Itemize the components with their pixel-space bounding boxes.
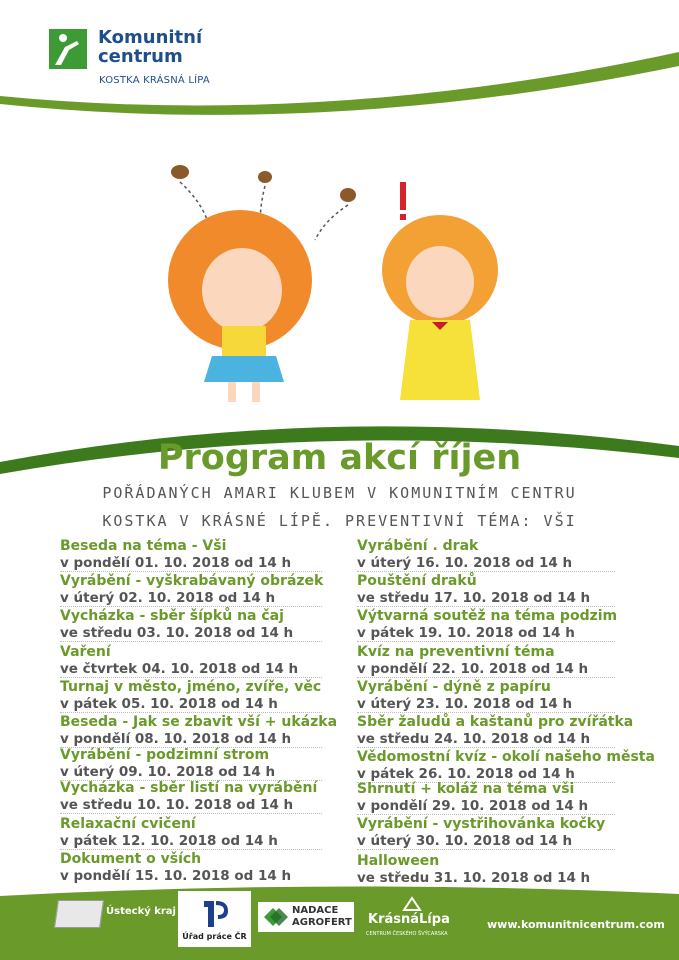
louse-icon xyxy=(171,165,356,202)
event-date: v úterý 02. 10. 2018 od 14 h xyxy=(60,590,276,606)
event-date: ve středu 17. 10. 2018 od 14 h xyxy=(357,590,591,606)
logo-text-line2: centrum xyxy=(98,46,183,67)
event-item xyxy=(60,746,322,781)
event-item xyxy=(60,572,322,607)
event-name: Výtvarná soutěž na téma podzim xyxy=(357,608,618,624)
sponsor2-label: Úřad práce ČR xyxy=(182,932,247,941)
event-date: v pátek 05. 10. 2018 od 14 h xyxy=(60,696,278,712)
event-date: v pondělí 15. 10. 2018 od 14 h xyxy=(60,868,292,884)
event-item xyxy=(357,780,615,815)
event-date: ve čtvrtek 04. 10. 2018 od 14 h xyxy=(60,661,299,677)
event-name: Vycházka - sběr listí na vyrábění xyxy=(60,780,318,796)
event-date: ve středu 24. 10. 2018 od 14 h xyxy=(357,731,591,747)
event-name: Vyrábění - vyškrabávaný obrázek xyxy=(60,573,324,589)
event-item xyxy=(357,713,634,748)
event-date: v pátek 19. 10. 2018 od 14 h xyxy=(357,625,575,641)
event-item xyxy=(60,643,322,678)
event-name: Relaxační cvičení xyxy=(60,816,196,832)
logo-icon xyxy=(49,29,87,69)
krasna-lipa-icon xyxy=(402,896,422,912)
event-item xyxy=(60,607,322,642)
event-name: Vaření xyxy=(60,644,111,660)
logo-text-line1: Komunitní xyxy=(98,27,203,48)
sponsor-nadace-agrofert xyxy=(258,902,354,932)
urad-prace-icon xyxy=(178,893,251,933)
event-date: v pondělí 29. 10. 2018 od 14 h xyxy=(357,798,589,814)
event-date: v pátek 12. 10. 2018 od 14 h xyxy=(60,833,278,849)
event-name: Vyrábění - dýně z papíru xyxy=(357,679,551,695)
event-date: ve středu 31. 10. 2018 od 14 h xyxy=(357,870,591,886)
event-name: Kvíz na preventivní téma xyxy=(357,644,555,660)
event-name: Vědomostní kvíz - okolí našeho města xyxy=(357,749,655,765)
agrofert-icon xyxy=(260,904,290,930)
event-date: ve středu 10. 10. 2018 od 14 h xyxy=(60,797,294,813)
sponsor4-label: KrásnáLípa xyxy=(368,912,450,927)
event-item xyxy=(60,713,338,748)
event-name: Pouštění draků xyxy=(357,573,477,589)
event-item xyxy=(357,678,615,713)
event-name: Vyrábění . drak xyxy=(357,538,479,554)
event-name: Dokument o vších xyxy=(60,851,202,867)
subtitle-line2: KOSTKA V KRÁSNÉ LÍPĚ. PREVENTIVNÍ TÉMA: VŠI xyxy=(102,512,577,530)
event-date: ve středu 03. 10. 2018 od 14 h xyxy=(60,625,294,641)
lice-illustration xyxy=(150,150,520,410)
event-item xyxy=(357,852,615,887)
sponsor3-label-line2: AGROFERT xyxy=(292,917,352,928)
event-item xyxy=(357,815,615,850)
subtitle-line1: POŘÁDANÝCH AMARI KLUBEM V KOMUNITNÍM CENTRU xyxy=(102,484,577,502)
event-item xyxy=(60,537,322,572)
event-item xyxy=(357,748,655,783)
sponsor-urad-prace xyxy=(178,891,251,947)
sponsor-ustecky-kraj xyxy=(56,898,176,928)
sponsor1-label: Ústecký kraj xyxy=(106,906,176,917)
event-item xyxy=(60,850,322,885)
event-name: Vyrábění - vystřihovánka kočky xyxy=(357,816,606,832)
event-date: v pondělí 22. 10. 2018 od 14 h xyxy=(357,661,589,677)
logo-text-line3: KOSTKA KRÁSNÁ LÍPA xyxy=(99,75,210,86)
event-name: Sběr žaludů a kaštanů pro zvířátka xyxy=(357,714,634,730)
ustecky-kraj-icon xyxy=(54,900,104,928)
event-item xyxy=(60,815,322,850)
sponsor4-sub: CENTRUM ČESKÉHO ŠVÝCARSKA xyxy=(366,931,448,937)
event-name: Halloween xyxy=(357,853,440,869)
event-date: v pátek 26. 10. 2018 od 14 h xyxy=(357,766,575,782)
event-date: v úterý 23. 10. 2018 od 14 h xyxy=(357,696,573,712)
website-url[interactable]: www.komunitnicentrum.com xyxy=(487,918,665,931)
event-name: Vycházka - sběr šípků na čaj xyxy=(60,608,284,624)
sponsor3-label-line1: NADACE xyxy=(292,905,339,916)
event-date: v úterý 16. 10. 2018 od 14 h xyxy=(357,555,573,571)
event-name: Beseda na téma - Vši xyxy=(60,538,227,554)
event-date: v pondělí 08. 10. 2018 od 14 h xyxy=(60,731,292,747)
event-date: v úterý 09. 10. 2018 od 14 h xyxy=(60,764,276,780)
event-name: Vyrábění - podzimní strom xyxy=(60,747,270,763)
event-date: v pondělí 01. 10. 2018 od 14 h xyxy=(60,555,292,571)
event-item xyxy=(357,643,615,678)
event-item xyxy=(60,678,322,713)
event-name: Shrnutí + koláž na téma vši xyxy=(357,781,575,797)
event-name: Turnaj v město, jméno, zvíře, věc xyxy=(60,679,322,695)
event-date: v úterý 30. 10. 2018 od 14 h xyxy=(357,833,573,849)
page-title: Program akcí říjen xyxy=(157,438,522,478)
event-item xyxy=(357,572,615,607)
sponsor-krasna-lipa xyxy=(364,896,476,944)
event-item xyxy=(357,607,618,642)
event-item xyxy=(60,779,322,814)
event-name: Beseda - Jak se zbavit vší + ukázka xyxy=(60,714,338,730)
event-item xyxy=(357,537,615,572)
